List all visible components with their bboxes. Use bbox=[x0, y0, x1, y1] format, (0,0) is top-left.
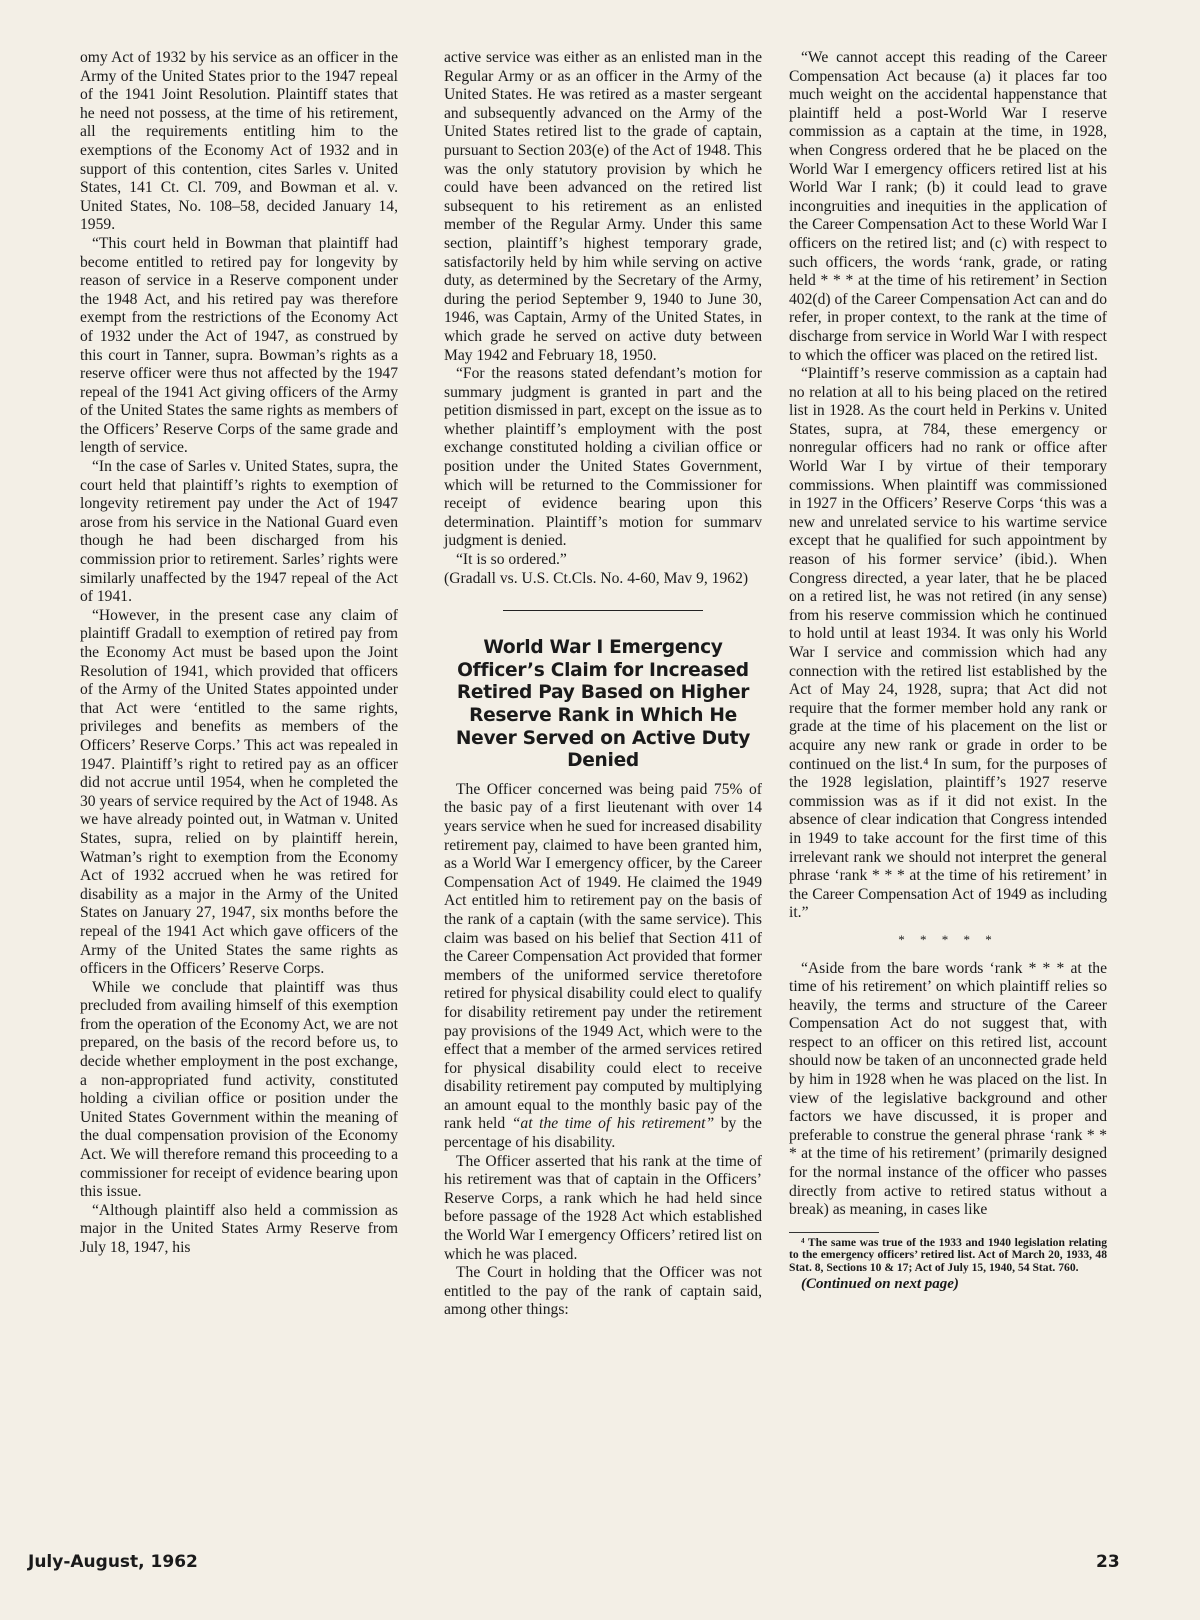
continued-notice: (Continued on next page) bbox=[801, 1275, 959, 1292]
paragraph: “Plaintiff’s reserve commission as a captain had no relation at all to his being placed on the retired list in 1928. As the court held in Perkins v. United States, supra, at 784, these emergency or nonregular officers had no rank or office after World War I by virtue of their temporary commissions. When plaintiff was commissioned in 1927 in the Officers’ Reserve Corps ‘this was a new and unrelated service to his wartime service except that he qualified for such appointment by reason of his former service’ (ibid.). When Congress directed, a year later, that he be placed on a retired list, he was not retired (in any sense) from his reserve commission which he continued to hold until at least 1934. It was only his World War I service and commission which had any connection with the retired list established by the Act of May 24, 1928, supra; that Act did not require that the former member hold any rank or grade at the time of his placement on the list or acquire any new rank or grade in order to be continued on the list.⁴ In sum, for the purposes of the 1928 legislation, plaintiff’s 1927 reserve commission was as if it did not exist. In the absence of clear indication that Congress intended in 1949 to take account for the first time of this irrelevant rank we should not interpret the general phrase ‘rank * * * at the time of his retirement’ in the Career Compensation Act of 1949 as including it.” bbox=[789, 365, 1107, 922]
column-2 bbox=[444, 49, 762, 1320]
case-citation: (Gradall vs. U.S. Ct.Cls. No. 4-60, Mav 9, 1962) bbox=[444, 569, 749, 587]
paragraph-text: The Officer concerned was being paid 75% of the basic pay of a first lieutenant with over 14 years service when he sued for increased disability retirement pay, claimed to have been granted him, as a World War I emergency officer, by the Career Compensation Act of 1949. He claimed the 1949 Act entitled him to retirement pay on the basis of the rank of a captain (with the same service). This claim was based on his belief that Section 411 of the Career Compensation Act provided that former members of the uniformed service theretofore retired for physical disability could elect to qualify for disability retirement pay under the retirement pay provisions of the 1949 Act, which were to the effect that a member of the armed services retired for physical disability could elect to receive disability retirement pay computed by multiplying an amount equal to the monthly basic pay of the rank held bbox=[444, 780, 762, 1133]
paragraph: “For the reasons stated defendant’s motion for summary judgment is granted in part and the petition dismissed in part, except on the issue as to whether plaintiff’s employment with the post exchange constituted holding a civilian office or position under the United States Government, which will be returned to the Commissioner for receipt of evidence bearing upon this determination. Plaintiff’s motion for summarv judgment is denied. bbox=[444, 365, 762, 550]
paragraph: “This court held in Bowman that plaintiff had become entitled to retired pay for longevity by reason of service in a Reserve component under the 1948 Act, and his retired pay was therefore exempt from the restrictions of the Economy Act of 1932 under the Act of 1947, as construed by this court in Tanner, supra. Bowman’s rights as a reserve officer were thus not affected by the 1947 repeal of the 1941 Act giving officers of the Army of the United States the same rights as members of the Officers’ Reserve Corps of the same grade and length of service. bbox=[80, 234, 398, 457]
paragraph-text: by the percentage of his disability. bbox=[444, 1115, 762, 1152]
paragraph bbox=[444, 781, 762, 1153]
paragraph: The Officer asserted that his rank at the time of his retirement was that of captain in the Officers’ Reserve Corps, a rank which he had held since before passage of the 1928 Act which established the World War I emergency Officers’ retired list on which he was placed. bbox=[444, 1152, 762, 1263]
footnote: ⁴ The same was true of the 1933 and 1940 legislation relating to the emergency officers’ retired list. Act of March 20, 1933, 48 Stat. 8, Sections 10 & 17; Act of July 15, 1940, 54 Stat. 760. bbox=[789, 1235, 1107, 1274]
paragraph: The Court in holding that the Officer was not entitled to the pay of the rank of captain said, among other things: bbox=[444, 1264, 762, 1319]
footer-date: July-August, 1962 bbox=[28, 1552, 198, 1572]
paragraph: “We cannot accept this reading of the Career Compensation Act because (a) it places far too much weight on the accidental happenstance that plaintiff held a post-World War I reserve commission as a captain at the time, in 1928, when Congress ordered that he be placed on the World War I emergency officers retired list at his World War I rank; (b) it could lead to grave incongruities and inequities in the application of the Career Compensation Act to these World War I officers on the retired list; and (c) with respect to such officers, the words ‘rank, grade, or rating held * * * at the time of his retirement’ in Section 402(d) of the Career Compensation Act can and do refer, in proper context, to the rank at the time of discharge from service in World War I with respect to which the officer was placed on the retired list. bbox=[789, 49, 1107, 364]
paragraph: “Although plaintiff also held a commission as major in the United States Army Reserve from July 18, 1947, his bbox=[80, 1201, 398, 1256]
section-divider bbox=[503, 610, 703, 611]
paragraph: “Aside from the bare words ‘rank * * * at the time of his retirement’ on which plaintiff relies so heavily, the terms and structure of the Career Compensation Act do not suggest that, with respect to an officer on this retired list, account should now be taken of an unconnected grade held by him in 1928 when he was placed on the list. In view of the legislative background and other factors we have discussed, it is proper and preferable to construe the general phrase ‘rank * * * at the time of his retirement’ (primarily designed for the normal instance of the officer who passes directly from active to retired status without a break) as meaning, in cases like bbox=[789, 959, 1107, 1219]
footnote-divider bbox=[789, 1232, 879, 1233]
paragraph: “It is so ordered.” bbox=[456, 551, 567, 569]
column-1 bbox=[80, 49, 398, 1258]
paragraph: omy Act of 1932 by his service as an officer in the Army of the United States prior to the 1947 repeal of the 1941 Joint Resolution. Plaintiff states that he need not possess, at the time of his retirement, all the requirements entitling him to the exemptions of the Economy Act of 1932 and in support of this contention, cites Sarles v. United States, 141 Ct. Cl. 709, and Bowman et al. v. United States, No. 108–58, decided January 14, 1959. bbox=[80, 49, 398, 234]
italic-phrase: “at the time of his retirement” bbox=[511, 1115, 715, 1133]
paragraph: “In the case of Sarles v. United States, supra, the court held that plaintiff’s rights to exemption of longevity retirement pay under the Act of 1947 arose from his service in the National Guard even though he had been discharged from his commission prior to retirement. Sarles’ rights were similarly unaffected by the 1947 repeal of the Act of 1941. bbox=[80, 458, 398, 606]
section-break-stars: * * * * * bbox=[898, 931, 998, 947]
page-number: 23 bbox=[1096, 1552, 1120, 1572]
paragraph: While we conclude that plaintiff was thus precluded from availing himself of this exemption from the operation of the Economy Act, we are not prepared, on the basis of the record before us, to decide whether employment in the post exchange, a non-appropriated fund activity, constituted holding a civilian office or position under the United States Government within the meaning of the dual compensation provision of the Economy Act. We will therefore remand this proceeding to a commissioner for receipt of evidence bearing upon this issue. bbox=[80, 978, 398, 1201]
article-headline: World War I Emergency Officer’s Claim for Increased Retired Pay Based on Higher Reserve Rank in Which He Never Served on Active Duty Denied bbox=[455, 637, 751, 772]
paragraph: “However, in the present case any claim of plaintiff Gradall to exemption of retired pay from the Economy Act must be based upon the Joint Resolution of 1941, which provided that officers of the Army of the United States appointed under that Act were ‘entitled to the same rights, privileges and benefits as members of the Officers’ Reserve Corps.’ This act was repealed in 1947. Plaintiff’s right to retired pay as an officer did not accrue until 1954, when he completed the 30 years of service required by the Act of 1948. As we have already pointed out, in Watman v. United States, supra, relied on by plaintiff herein, Watman’s right to exemption from the Economy Act of 1932 accrued when he was retired for disability as a major in the Army of the United States on January 27, 1947, six months before the repeal of the 1941 Act which gave officers of the Army of the United States the same rights as officers in the Officers’ Reserve Corps. bbox=[80, 606, 398, 978]
paragraph: active service was either as an enlisted man in the Regular Army or as an officer in the Army of the United States. He was retired as a master sergeant and subsequently advanced on the Army of the United States retired list to the grade of captain, pursuant to Section 203(e) of the Act of 1948. This was the only statutory provision by which he could have been advanced on the retired list subsequent to his retirement as an enlisted member of the Regular Army. Under this same section, plaintiff’s highest temporary grade, satisfactorily held by him while serving on active duty, as determined by the Secretary of the Army, during the period September 9, 1940 to June 30, 1946, was Captain, Army of the United States, in which grade he served on active duty between May 1942 and February 18, 1950. bbox=[444, 49, 762, 364]
column-3 bbox=[789, 49, 1107, 1293]
